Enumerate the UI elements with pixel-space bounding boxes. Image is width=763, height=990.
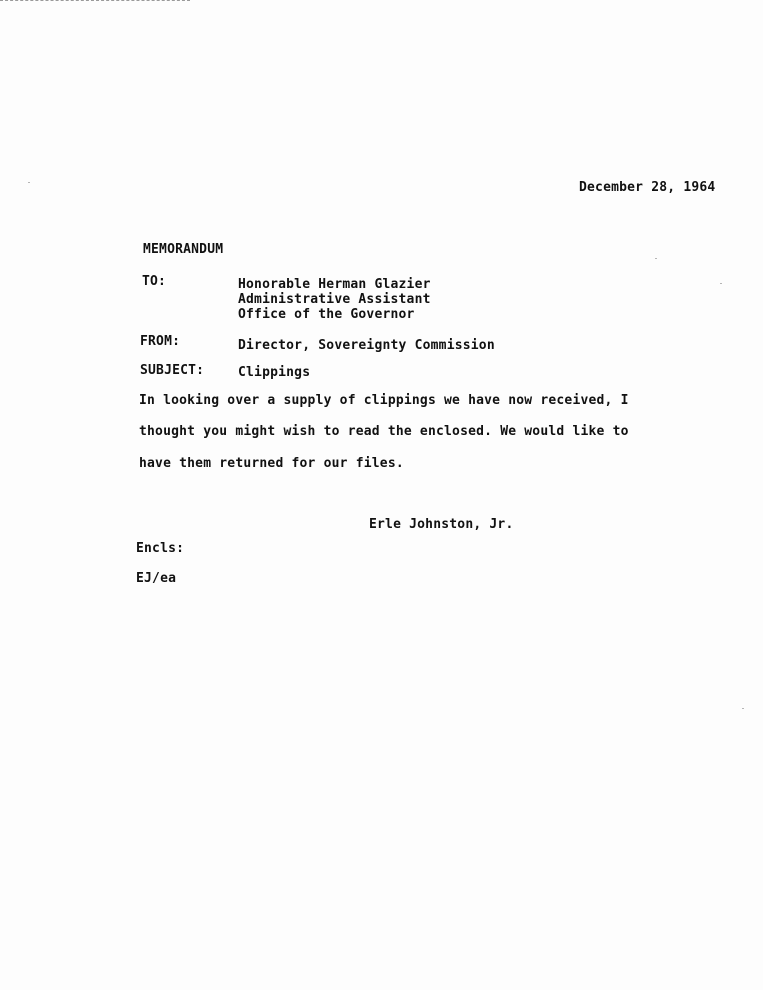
subject-value: Clippings: [238, 365, 311, 380]
memo-heading: MEMORANDUM: [143, 242, 224, 257]
from-value: Director, Sovereignty Commission: [238, 338, 495, 353]
signature: Erle Johnston, Jr.: [369, 517, 514, 532]
memo-date: December 28, 1964: [579, 180, 716, 195]
top-edge-dashes: [0, 0, 190, 2]
scan-speck: [655, 258, 657, 259]
from-label: FROM:: [140, 334, 181, 349]
enclosure-note: Encls:: [136, 541, 185, 556]
scan-speck: [720, 283, 722, 284]
body-line-2: thought you might wish to read the enclosed. We would like to: [139, 424, 629, 439]
body-line-1: In looking over a supply of clippings we have now received, I: [139, 393, 629, 408]
to-line-3: Office of the Governor: [238, 307, 415, 322]
subject-label: SUBJECT:: [140, 363, 205, 378]
to-line-1: Honorable Herman Glazier: [238, 277, 431, 292]
typist-initials: EJ/ea: [136, 571, 177, 586]
to-line-2: Administrative Assistant: [238, 292, 431, 307]
scan-speck: [28, 182, 30, 183]
body-line-3: have them returned for our files.: [139, 456, 404, 471]
to-label: TO:: [142, 274, 167, 289]
scan-speck: [742, 708, 744, 709]
